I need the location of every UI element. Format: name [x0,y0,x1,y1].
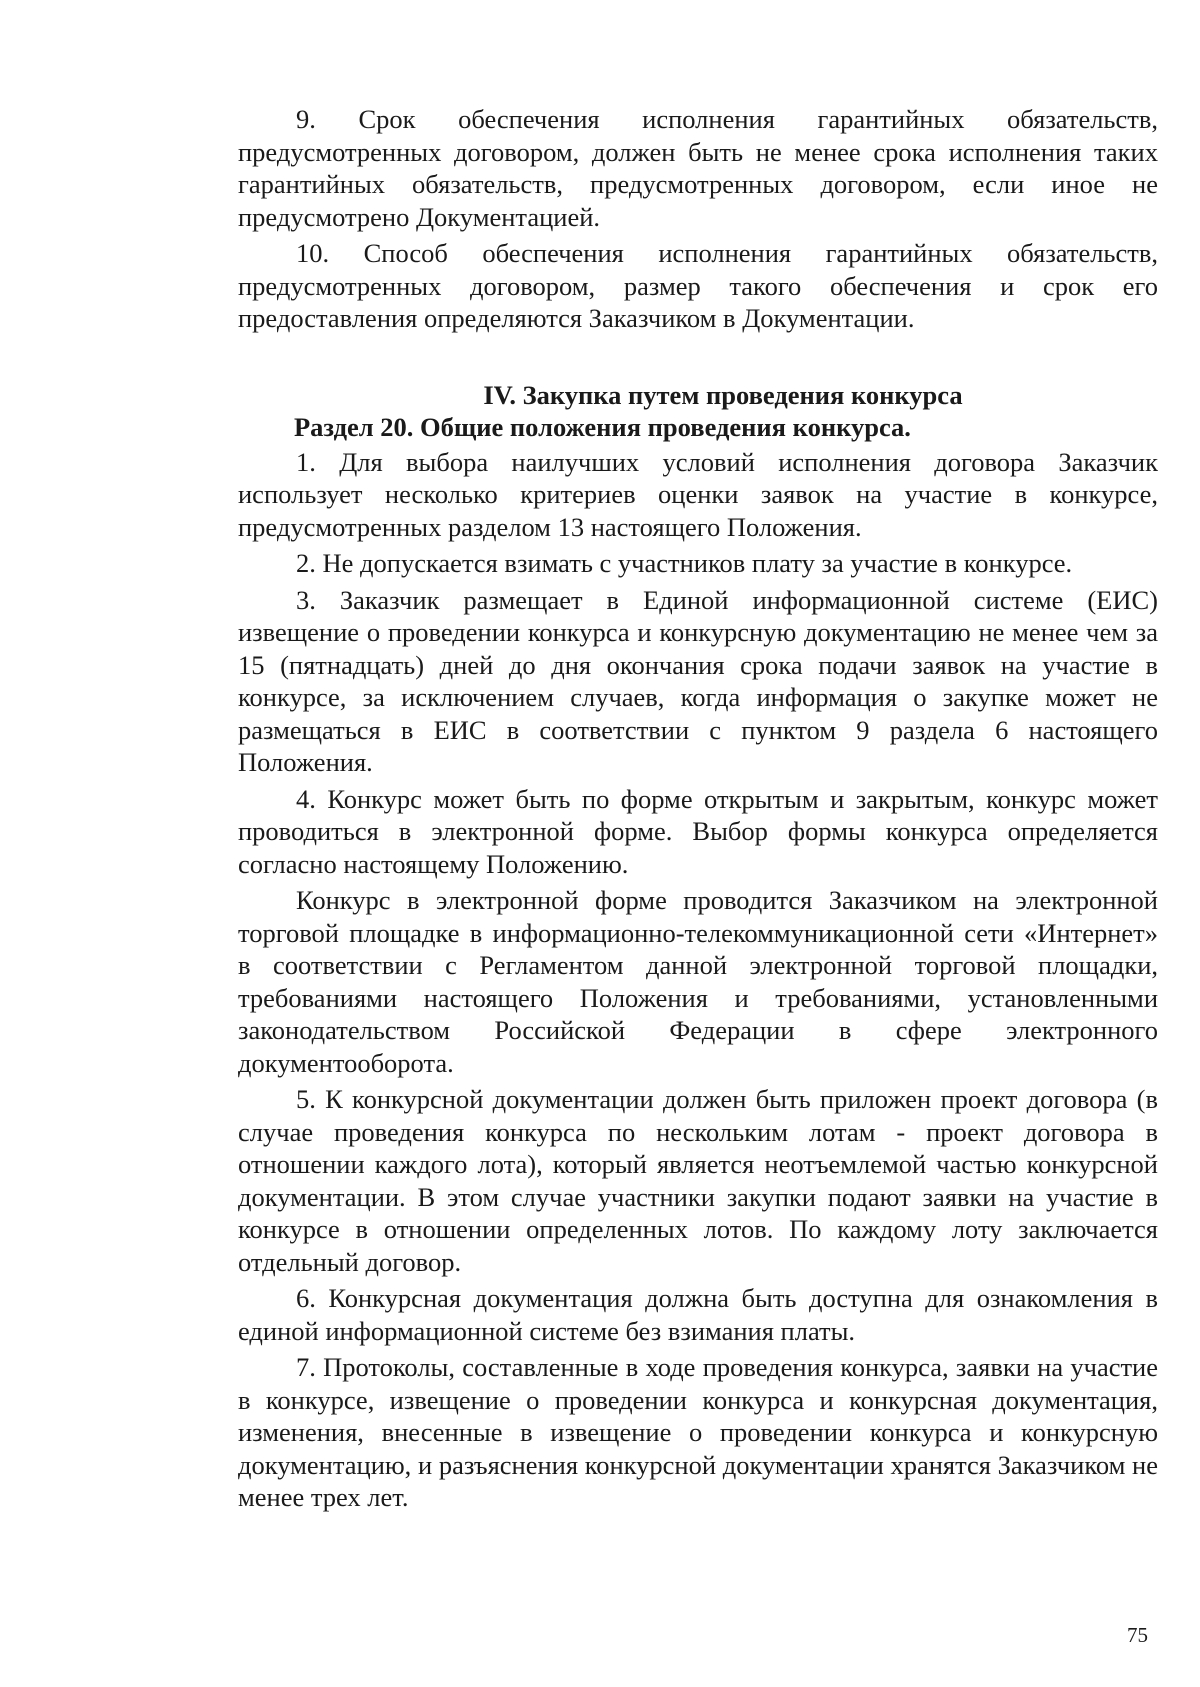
paragraph-9: 9. Срок обеспечения исполнения гарантийных обязательств, предусмотренных договором, должен быть не менее срока исполнения таких гарантийных обязательств, предусмотренных договором, если иное не предусмотрено Документацией. [238,104,1158,232]
chapter-heading: IV. Закупка путем проведения конкурса [483,379,963,410]
clause-4-electronic: Конкурс в электронной форме проводится Заказчиком на электронной торговой площадке в информационно-телекоммуникационной сети «Интернет» в соответствии с Регламентом данной электронной торговой площадки, требованиями настоящего Положения и требованиями, установленными законодательством Российской Федерации в сфере электронного документооборота. [238,885,1158,1078]
clause-5: 5. К конкурсной документации должен быть приложен проект договора (в случае проведения конкурса по нескольким лотам - проект договора в отношении каждого лота), который является неотъемлемой частью конкурсной документации. В этом случае участники закупки подают заявки на участие в конкурсе в отношении определенных лотов. По каждому лоту заключается отдельный договор. [238,1084,1158,1277]
clause-3: 3. Заказчик размещает в Единой информационной системе (ЕИС) извещение о проведении конкурса и конкурсную документацию не менее чем за 15 (пятнадцать) дней до дня окончания срока подачи заявок на участие в конкурсе, за исключением случаев, когда информация о закупке может не размещаться в ЕИС в соответствии с пунктом 9 раздела 6 настоящего Положения. [238,584,1158,777]
page-number: 75 [1127,1623,1148,1647]
section-heading: Раздел 20. Общие положения проведения конкурса. [294,412,911,442]
section-spacer [238,339,1158,379]
clause-7: 7. Протоколы, составленные в ходе проведения конкурса, заявки на участие в конкурсе, извещение о проведении конкурса и конкурсная документация, изменения, внесенные в извещение о проведении конкурса и конкурсную документацию, и разъяснения конкурсной документации хранятся Заказчиком не менее трех лет. [238,1352,1158,1512]
clause-4: 4. Конкурс может быть по форме открытым и закрытым, конкурс может проводиться в электронной форме. Выбор формы конкурса определяется согласно настоящему Положению. [238,783,1158,879]
clause-6: 6. Конкурсная документация должна быть доступна для ознакомления в единой информационной системе без взимания платы. [238,1283,1158,1346]
clause-2: 2. Не допускается взимать с участников плату за участие в конкурсе. [296,548,1073,578]
paragraph-10: 10. Способ обеспечения исполнения гарантийных обязательств, предусмотренных договором, размер такого обеспечения и срок его предоставления определяются Заказчиком в Документации. [238,238,1158,333]
clause-1: 1. Для выбора наилучших условий исполнения договора Заказчик использует несколько критериев оценки заявок на участие в конкурсе, предусмотренных разделом 13 настоящего Положения. [238,446,1158,542]
document-body [238,103,1158,1518]
